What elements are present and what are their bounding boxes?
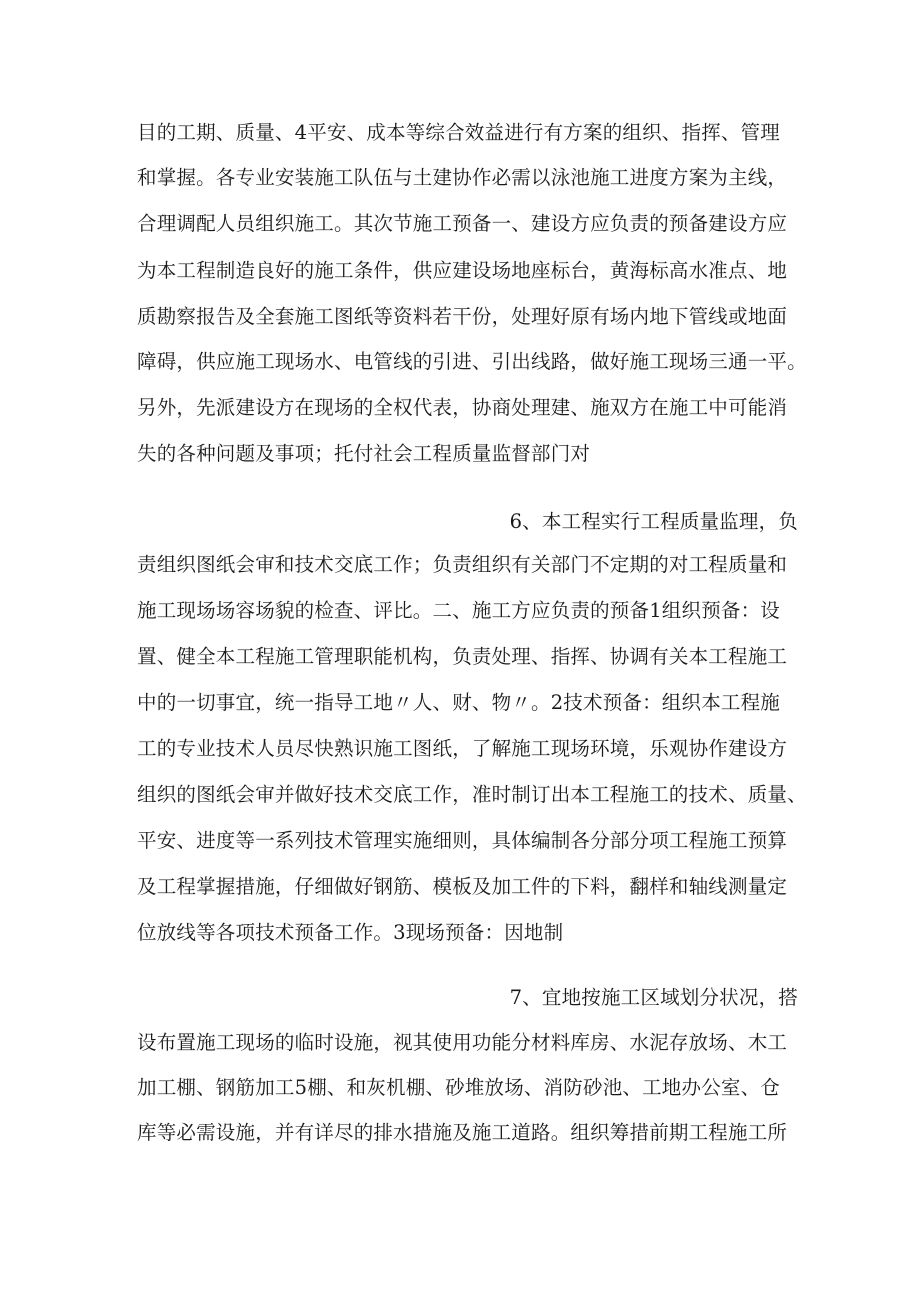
section-heading-7: 7、宜地按施工区域划分状况，搭 bbox=[509, 986, 798, 1009]
paragraph-line: 施工现场场容场貌的检查、评比。二、施工方应负责的预备1组织预备：设 bbox=[137, 599, 781, 622]
paragraph-line: 置、健全本工程施工管理职能机构，负责处理、指挥、协调有关本工程施工 bbox=[137, 645, 788, 668]
paragraph-line: 目的工期、质量、4平安、成本等综合效益进行有方案的组织、指挥、管理 bbox=[137, 121, 781, 144]
paragraph-line: 质勘察报告及全套施工图纸等资料若干份，处理好原有场内地下管线或地面 bbox=[137, 305, 788, 328]
paragraph-line: 为本工程制造良好的施工条件，供应建设场地座标台，黄海标高水准点、地 bbox=[137, 259, 788, 282]
paragraph-line: 组织的图纸会审并做好技术交底工作，准时制订出本工程施工的技术、质量、 bbox=[137, 783, 807, 806]
section-heading-6: 6、本工程实行工程质量监理，负 bbox=[509, 510, 798, 533]
paragraph-line: 责组织图纸会审和技术交底工作；负责组织有关部门不定期的对工程质量和 bbox=[137, 553, 788, 576]
paragraph-line: 失的各种问题及事项；托付社会工程质量监督部门对 bbox=[137, 442, 591, 465]
paragraph-line: 另外，先派建设方在现场的全权代表，协商处理建、施双方在施工中可能消 bbox=[137, 396, 788, 419]
paragraph-line: 设布置施工现场的临时设施，视其使用功能分材料库房、水泥存放场、木工 bbox=[137, 1031, 788, 1054]
paragraph-line: 库等必需设施，并有详尽的排水措施及施工道路。组织筹措前期工程施工所 bbox=[137, 1121, 788, 1144]
paragraph-line: 及工程掌握措施，仔细做好钢筋、模板及加工件的下料，翻样和轴线测量定 bbox=[137, 875, 788, 898]
paragraph-line: 位放线等各项技术预备工作。3现场预备：因地制 bbox=[137, 921, 564, 944]
paragraph-line: 和掌握。各专业安装施工队伍与土建协作必需以泳池施工进度方案为主线， bbox=[137, 166, 788, 189]
paragraph-line: 工的专业技术人员尽快熟识施工图纸，了解施工现场环境，乐观协作建设方 bbox=[137, 737, 788, 760]
paragraph-line: 中的一切事宜，统一指导工地〃人、财、物〃。2技术预备：组织本工程施 bbox=[137, 691, 781, 714]
paragraph-line: 加工棚、钢筋加工5棚、和灰机棚、砂堆放场、消防砂池、工地办公室、仓 bbox=[137, 1076, 781, 1099]
paragraph-line: 平安、进度等一系列技术管理实施细则，具体编制各分部分项工程施工预算 bbox=[137, 829, 788, 852]
paragraph-line: 障碍，供应施工现场水、电管线的引进、引出线路，做好施工现场三通一平。 bbox=[137, 350, 807, 373]
paragraph-line: 合理调配人员组织施工。其次节施工预备一、建设方应负责的预备建设方应 bbox=[137, 212, 788, 235]
